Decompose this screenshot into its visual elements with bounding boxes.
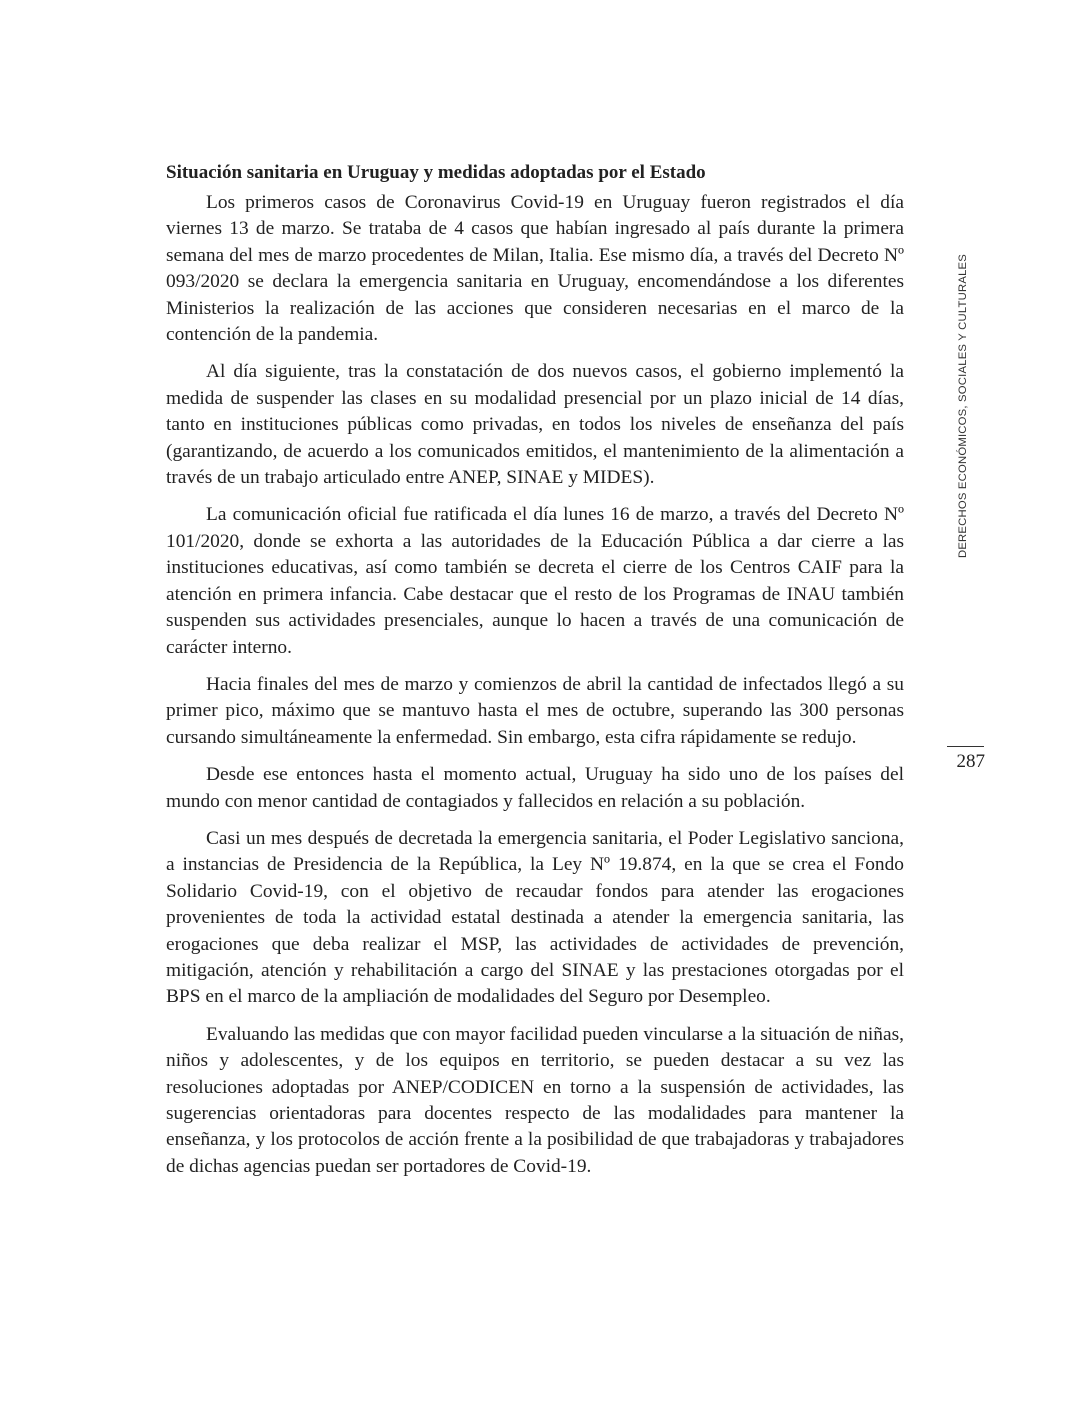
paragraph: Evaluando las medidas que con mayor facilidad pueden vincularse a la situación de niñas, niños y adolescentes, y de los equipos en territorio, se pueden destacar a su vez las resoluciones adoptadas por ANEP/CODICEN en torno a la suspensión de actividades, las sugerencias orientadoras para docentes respecto de las modalidades para mantener la enseñanza, y los protocolos de acción frente a la posibilidad de que trabajadoras y trabajadores de dichas agencias puedan ser portadores de Covid-19. [166, 1023, 904, 1177]
page-number: 287 [956, 751, 985, 772]
page-number-rule [947, 746, 984, 747]
paragraph: La comunicación oficial fue ratificada el día lunes 16 de marzo, a través del Decreto Nº 101/2020, donde se exhorta a las autoridades de la Educación Pública a dar cierre a las instituciones educativas, así como también se decreta el cierre de los Centros CAIF para la atención en primera infancia. Cabe destacar que el resto de los Programas de INAU también suspenden sus actividades presenciales, aunque lo hacen a través de una comunicación de carácter interno. [166, 504, 904, 658]
running-section-title [953, 248, 973, 564]
page-body [166, 160, 904, 1191]
section-heading: Situación sanitaria en Uruguay y medidas adoptadas por el Estado [166, 162, 706, 183]
paragraph: Casi un mes después de decretada la emergencia sanitaria, el Poder Legislativo sanciona, a instancias de Presidencia de la República, la Ley Nº 19.874, en la que se crea el Fondo Solidario Covid-19, con el objetivo de recaudar fondos para atender las erogaciones provenientes de toda la actividad estatal destinada a atender la emergencia sanitaria, las erogaciones que deba realizar el MSP, las actividades de actividades de prevención, mitigación, atención y rehabilitación a cargo del SINAE y las prestaciones otorgadas por el BPS en el marco de la ampliación de modalidades del Seguro por Desempleo. [166, 827, 904, 1008]
paragraph: Hacia finales del mes de marzo y comienzos de abril la cantidad de infectados llegó a su primer pico, máximo que se mantuvo hasta el mes de octubre, superando las 300 personas cursando simultáneamente la enfermedad. Sin embargo, esta cifra rápidamente se redujo. [166, 673, 904, 748]
paragraph: Al día siguiente, tras la constatación de dos nuevos casos, el gobierno implementó la medida de suspender las clases en su modalidad presencial por un plazo inicial de 14 días, tanto en instituciones públicas como privadas, en todos los niveles de enseñanza del país (garantizando, de acuerdo a los comunicados emitidos, el mantenimiento de la alimentación a través de un trabajo articulado entre ANEP, SINAE y MIDES). [166, 361, 904, 489]
paragraph: Los primeros casos de Coronavirus Covid-19 en Uruguay fueron registrados el día viernes 13 de marzo. Se trataba de 4 casos que habían ingresado al país durante la primera semana del mes de marzo procedentes de Milan, Italia. Ese mismo día, a través del Decreto Nº 093/2020 se declara la emergencia sanitaria en Uruguay, encomendándose a los diferentes Ministerios la realización de las acciones que consideren necesarias en el marco de la contención de la pandemia. [166, 192, 904, 346]
paragraph: Desde ese entonces hasta el momento actual, Uruguay ha sido uno de los países del mundo con menor cantidad de contagiados y fallecidos en relación a su población. [166, 764, 904, 812]
running-section-title-text: DERECHOS ECONÓMICOS, SOCIALES Y CULTURALES [957, 253, 970, 559]
